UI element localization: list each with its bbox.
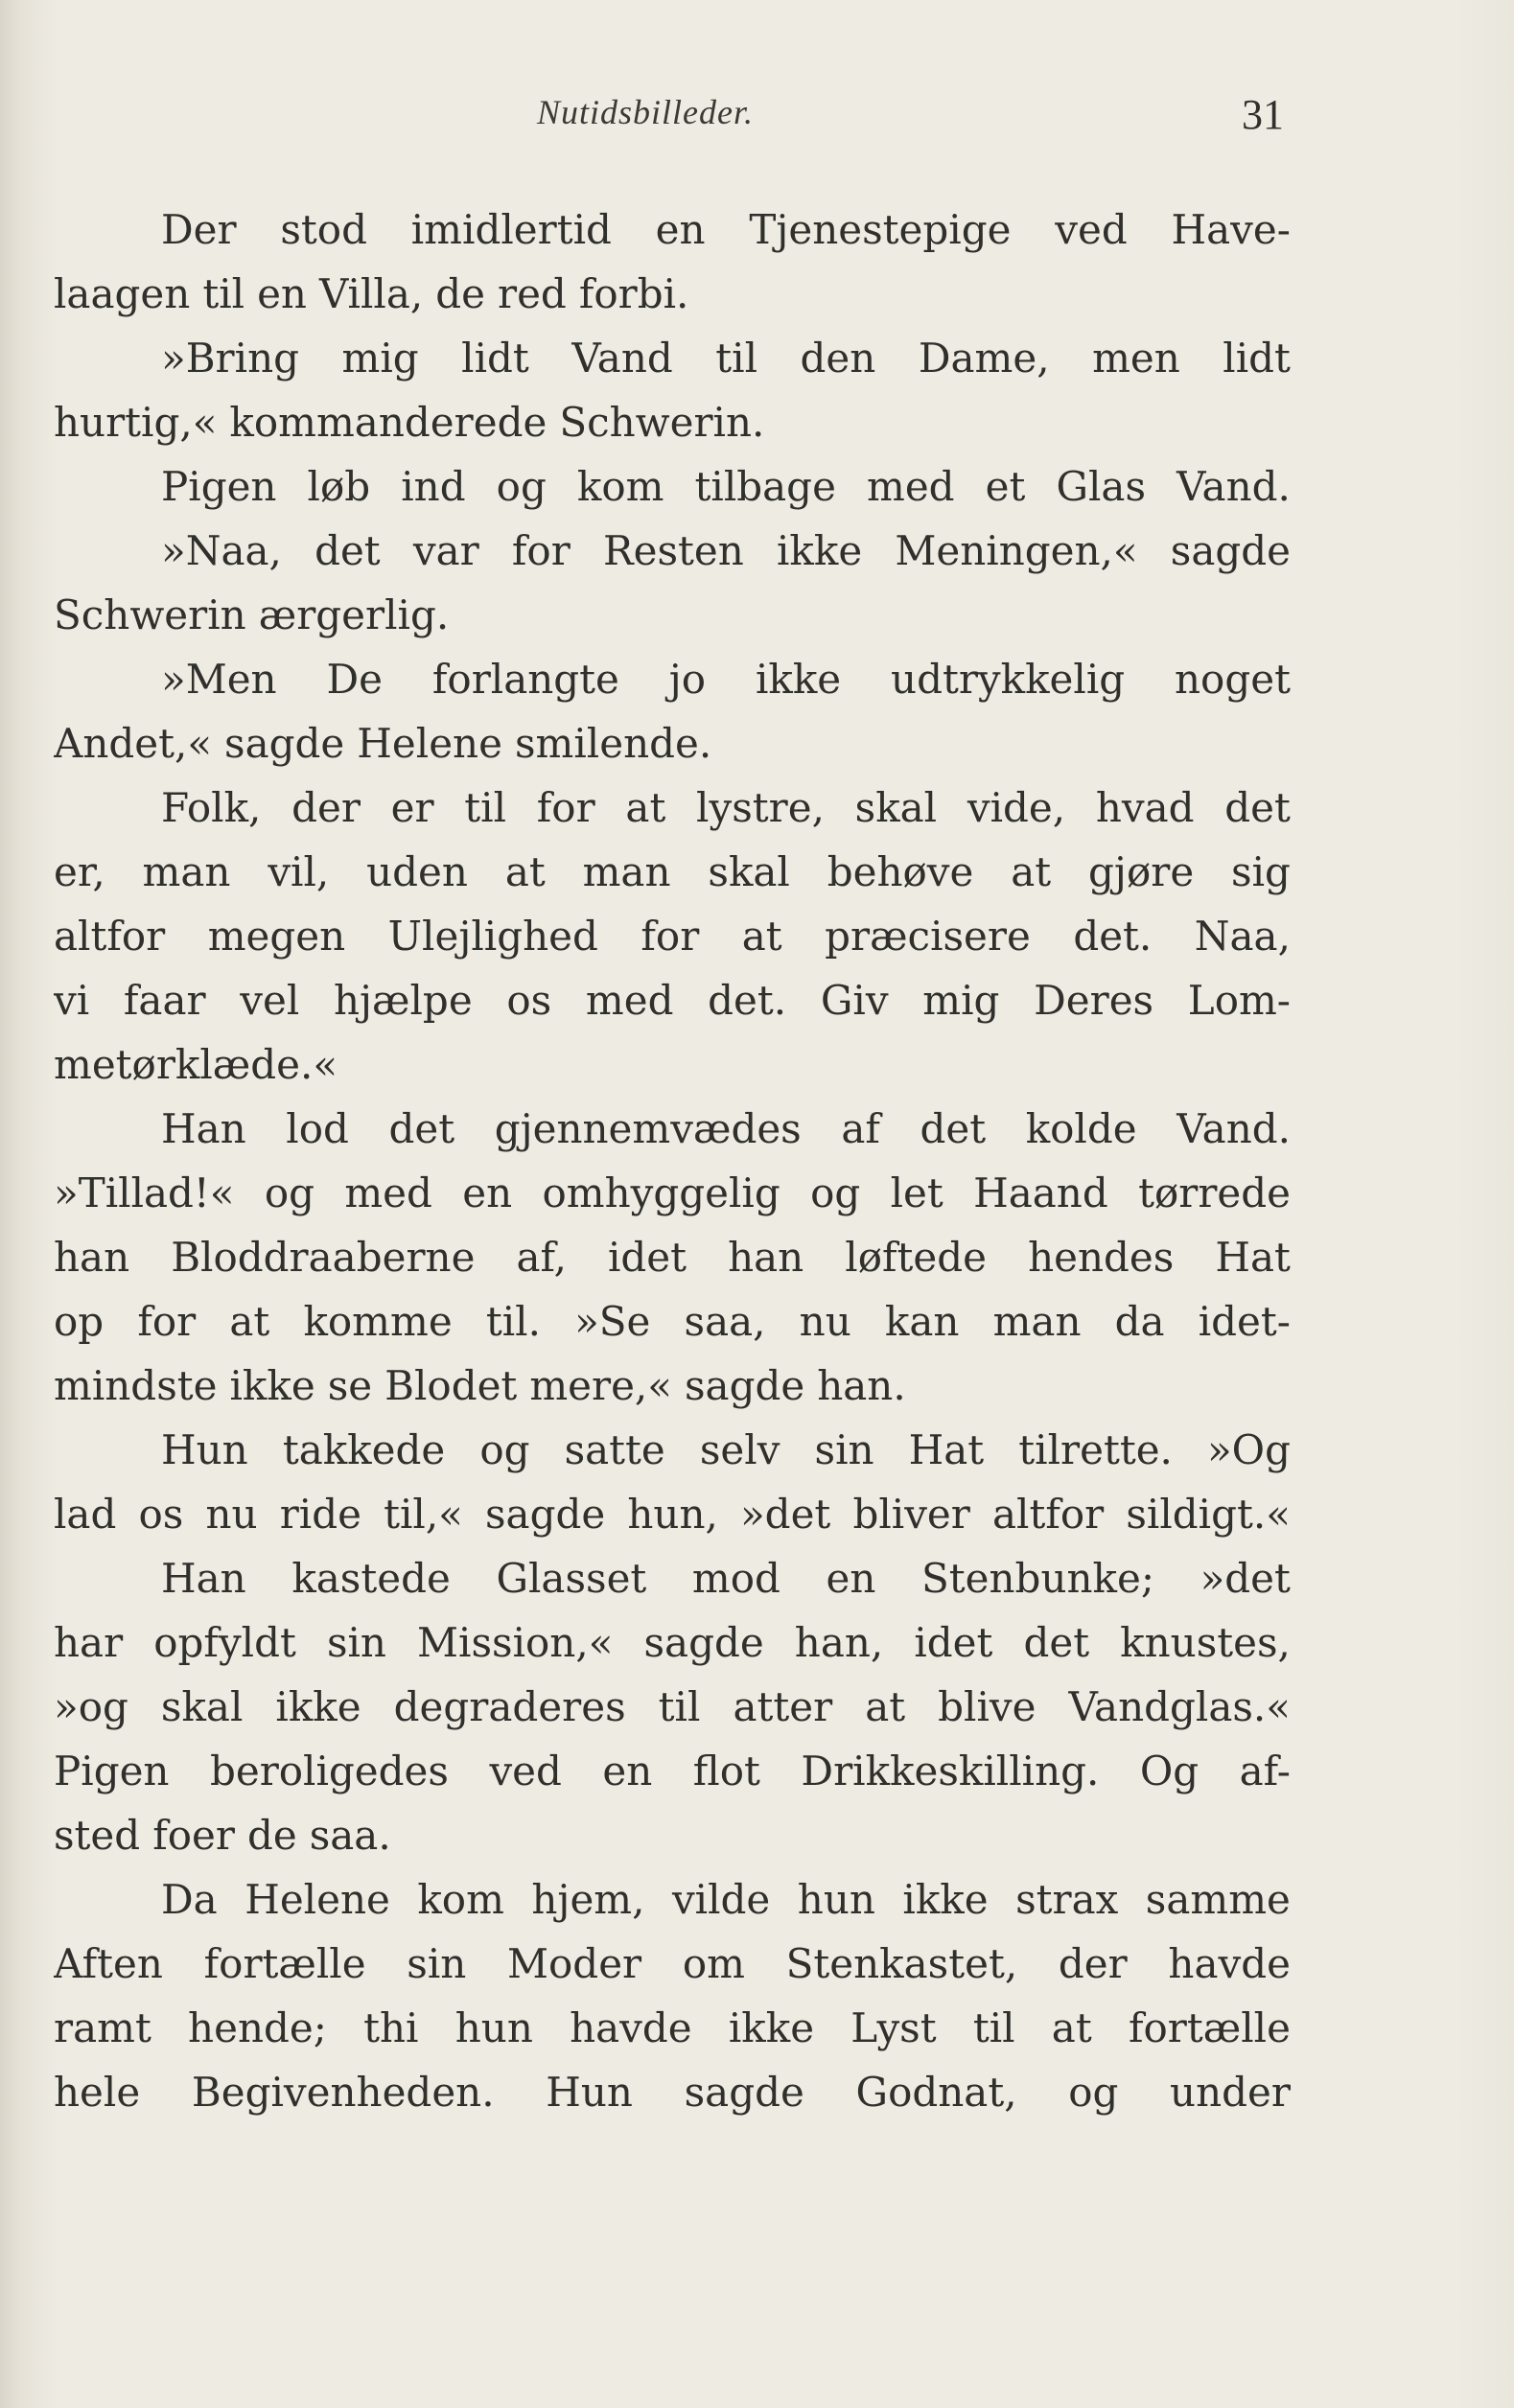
word: Da xyxy=(161,1876,218,1923)
word: det. xyxy=(1073,913,1153,960)
word: var xyxy=(412,527,479,574)
word: vi xyxy=(54,977,90,1024)
word: metørklæde.« xyxy=(54,1041,338,1088)
word: sin xyxy=(326,1619,386,1666)
text-line xyxy=(54,197,1291,262)
word: at xyxy=(625,784,666,831)
word: Han xyxy=(161,1105,246,1152)
word: gjøre xyxy=(1088,848,1195,895)
word: »Og xyxy=(1206,1426,1291,1473)
word: af xyxy=(841,1105,880,1152)
word: lidt xyxy=(461,335,529,382)
word: sagde xyxy=(1170,527,1291,574)
word: idet xyxy=(607,1234,687,1281)
word: bliver xyxy=(852,1491,970,1538)
word: »Men xyxy=(161,656,277,703)
word: noget xyxy=(1175,656,1291,703)
word: forbi. xyxy=(578,270,689,317)
text-line xyxy=(54,711,1291,776)
text-line xyxy=(54,840,1291,904)
word: kan xyxy=(884,1298,960,1345)
word: Han xyxy=(161,1555,246,1602)
text-line xyxy=(54,1097,1291,1161)
word: hvad xyxy=(1095,784,1195,831)
text-line xyxy=(54,1289,1291,1354)
word: af- xyxy=(1239,1748,1291,1794)
word: flot xyxy=(692,1748,760,1794)
word: Schwerin xyxy=(54,591,246,638)
word: sted xyxy=(54,1812,141,1859)
word: han xyxy=(54,1234,130,1281)
text-line xyxy=(54,1546,1291,1610)
word: »og xyxy=(54,1683,128,1730)
word: har xyxy=(54,1619,124,1666)
word: saa, xyxy=(684,1298,766,1345)
word: red xyxy=(498,270,567,317)
word: man xyxy=(142,848,231,895)
word: samme xyxy=(1145,1876,1291,1923)
word: degraderes xyxy=(393,1683,626,1730)
word: en xyxy=(826,1555,876,1602)
word: om xyxy=(682,1940,745,1987)
word: skal xyxy=(160,1683,244,1730)
word: og xyxy=(496,463,547,510)
word: vel xyxy=(240,977,300,1024)
word: »Se xyxy=(574,1298,651,1345)
word: sagde xyxy=(643,1619,764,1666)
word: hende; xyxy=(188,2004,327,2051)
word: op xyxy=(54,1298,105,1345)
running-header xyxy=(0,92,1514,150)
text-line xyxy=(54,454,1291,519)
word: til. xyxy=(485,1298,541,1345)
word: hjælpe xyxy=(333,977,473,1024)
text-line xyxy=(54,390,1291,454)
word: kommanderede xyxy=(229,399,547,446)
word: Deres xyxy=(1034,977,1154,1024)
word: en xyxy=(462,1169,513,1216)
word: smilende. xyxy=(514,720,712,767)
word: Folk, xyxy=(161,784,262,831)
word: vilde xyxy=(671,1876,771,1923)
word: Hat xyxy=(1215,1234,1291,1281)
text-line xyxy=(54,647,1291,711)
word: han, xyxy=(794,1619,884,1666)
word: Helene xyxy=(357,720,502,767)
word: Bloddraaberne xyxy=(171,1234,476,1281)
word: gjennemvædes xyxy=(494,1105,802,1152)
word: De xyxy=(326,656,383,703)
text-line xyxy=(54,326,1291,390)
word: hendes xyxy=(1028,1234,1175,1281)
word: der xyxy=(1058,1940,1128,1987)
word: Begivenheden. xyxy=(191,2069,495,2116)
word: løb xyxy=(307,463,371,510)
word: Pigen xyxy=(161,463,277,510)
word: lystre, xyxy=(696,784,825,831)
word: at xyxy=(741,913,782,960)
word: Giv xyxy=(820,977,889,1024)
word: tilbage xyxy=(694,463,836,510)
word: udtrykkelig xyxy=(891,656,1126,703)
word: Hun xyxy=(161,1426,248,1473)
word: imidlertid xyxy=(410,206,612,253)
word: Dame, xyxy=(918,335,1050,382)
word: Hun xyxy=(546,2069,633,2116)
word: Helene xyxy=(245,1876,390,1923)
word: under xyxy=(1170,2069,1291,2116)
text-line xyxy=(54,1354,1291,1418)
word: hun xyxy=(797,1876,875,1923)
text-line xyxy=(54,904,1291,968)
word: se xyxy=(327,1362,373,1409)
word: og xyxy=(1068,2069,1119,2116)
text-line xyxy=(54,1996,1291,2060)
word: Der xyxy=(161,206,237,253)
word: og xyxy=(264,1169,315,1216)
word: takkede xyxy=(282,1426,446,1473)
word: et xyxy=(985,463,1026,510)
word: »Tillad!« xyxy=(54,1169,235,1216)
word: nu xyxy=(799,1298,851,1345)
word: selv xyxy=(699,1426,780,1473)
word: knustes, xyxy=(1120,1619,1291,1666)
text-line xyxy=(54,583,1291,647)
word: ikke xyxy=(229,1362,315,1409)
word: lidt xyxy=(1223,335,1291,382)
word: til xyxy=(972,2004,1015,2051)
word: Drikkeskilling. xyxy=(801,1748,1100,1794)
word: er xyxy=(390,784,434,831)
word: og xyxy=(810,1169,861,1216)
word: os xyxy=(506,977,552,1024)
word: skal xyxy=(708,848,790,895)
word: at xyxy=(504,848,546,895)
word: ikke xyxy=(755,656,842,703)
word: nu xyxy=(205,1491,258,1538)
word: foer xyxy=(152,1812,235,1859)
word: Resten xyxy=(602,527,744,574)
text-line xyxy=(54,1225,1291,1289)
text-line xyxy=(54,1803,1291,1867)
word: hurtig,« xyxy=(54,399,218,446)
word: »det xyxy=(739,1491,831,1538)
word: ikke xyxy=(728,2004,815,2051)
word: Meningen,« xyxy=(895,527,1138,574)
word: sagde xyxy=(485,1491,606,1538)
word: Vandglas.« xyxy=(1068,1683,1291,1730)
text-line xyxy=(54,519,1291,583)
word: den xyxy=(800,335,876,382)
word: det xyxy=(1023,1619,1090,1666)
word: der xyxy=(291,784,361,831)
word: ride xyxy=(279,1491,361,1538)
running-title: Nutidsbilleder. xyxy=(537,93,755,131)
word: Hat xyxy=(908,1426,985,1473)
word: Lom- xyxy=(1187,977,1291,1024)
word: hele xyxy=(54,2069,141,2116)
word: en xyxy=(655,206,706,253)
word: mig xyxy=(922,977,1000,1024)
word: atter xyxy=(733,1683,833,1730)
word: vide, xyxy=(967,784,1066,831)
text-line xyxy=(54,1867,1291,1932)
text-line xyxy=(54,262,1291,326)
word: at xyxy=(1051,2004,1092,2051)
word: hun, xyxy=(627,1491,718,1538)
word: faar xyxy=(123,977,206,1024)
word: mindste xyxy=(54,1362,218,1409)
word: til,« xyxy=(384,1491,463,1538)
word: laagen xyxy=(54,270,191,317)
word: Haand xyxy=(973,1169,1108,1216)
word: til xyxy=(658,1683,701,1730)
word: forlangte xyxy=(431,656,619,703)
word: stod xyxy=(280,206,367,253)
word: hun xyxy=(454,2004,533,2051)
word: er, xyxy=(54,848,105,895)
word: Aften xyxy=(54,1940,163,1987)
word: altfor xyxy=(991,1491,1105,1538)
text-line xyxy=(54,1032,1291,1097)
word: Villa, xyxy=(318,270,424,317)
word: kolde xyxy=(1025,1105,1137,1152)
word: Have- xyxy=(1171,206,1291,253)
word: det xyxy=(314,527,381,574)
word: en xyxy=(602,1748,653,1794)
word: af, xyxy=(516,1234,567,1281)
word: Glasset xyxy=(496,1555,647,1602)
word: det. xyxy=(708,977,787,1024)
word: han. xyxy=(817,1362,906,1409)
word: sagde xyxy=(684,1362,805,1409)
word: beroligedes xyxy=(209,1748,449,1794)
word: Tjenestepige xyxy=(749,206,1012,253)
word: Godnat, xyxy=(855,2069,1017,2116)
word: saa. xyxy=(309,1812,391,1859)
word: mere,« xyxy=(529,1362,672,1409)
word: Mission,« xyxy=(417,1619,614,1666)
word: uden xyxy=(366,848,468,895)
word: let xyxy=(890,1169,943,1216)
word: sagde xyxy=(684,2069,804,2116)
word: det xyxy=(1224,784,1291,831)
word: fortælle xyxy=(1128,2004,1291,2051)
word: lod xyxy=(286,1105,349,1152)
text-line xyxy=(54,1932,1291,1996)
word: for xyxy=(641,913,700,960)
word: thi xyxy=(363,2004,419,2051)
word: ikke xyxy=(275,1683,361,1730)
word: tilrette. xyxy=(1018,1426,1173,1473)
word: sagde xyxy=(224,720,345,767)
word: ved xyxy=(1055,206,1128,253)
word: at xyxy=(865,1683,906,1730)
text-line xyxy=(54,776,1291,840)
word: jo xyxy=(668,656,707,703)
word: han xyxy=(728,1234,804,1281)
word: Stenkastet, xyxy=(785,1940,1018,1987)
word: os xyxy=(138,1491,184,1538)
word: ikke xyxy=(902,1876,989,1923)
word: mod xyxy=(691,1555,780,1602)
text-line xyxy=(54,1482,1291,1546)
word: for xyxy=(137,1298,197,1345)
word: lad xyxy=(54,1491,117,1538)
text-line xyxy=(54,1675,1291,1739)
word: vil, xyxy=(268,848,330,895)
word: ikke xyxy=(776,527,863,574)
word: man xyxy=(992,1298,1082,1345)
word: med xyxy=(585,977,674,1024)
word: kastede xyxy=(291,1555,451,1602)
word: sin xyxy=(814,1426,874,1473)
word: Moder xyxy=(507,1940,642,1987)
word: men xyxy=(1092,335,1180,382)
word: de xyxy=(246,1812,297,1859)
word: til xyxy=(464,784,507,831)
word: sin xyxy=(407,1940,467,1987)
word: ved xyxy=(489,1748,562,1794)
word: ramt xyxy=(54,2004,151,2051)
word: idet- xyxy=(1198,1298,1291,1345)
word: Vand. xyxy=(1176,463,1291,510)
word: til xyxy=(715,335,758,382)
word: med xyxy=(344,1169,432,1216)
word: idet xyxy=(914,1619,993,1666)
text-line xyxy=(54,1161,1291,1225)
word: Schwerin. xyxy=(559,399,765,446)
word: tørrede xyxy=(1138,1169,1291,1216)
word: at xyxy=(229,1298,270,1345)
word: præcisere xyxy=(825,913,1031,960)
text-line xyxy=(54,1610,1291,1675)
word: strax xyxy=(1015,1876,1119,1923)
word: ærgerlig. xyxy=(258,591,450,638)
word: havde xyxy=(1168,1940,1291,1987)
word: at xyxy=(1011,848,1052,895)
word: blive xyxy=(938,1683,1037,1730)
page-number: 31 xyxy=(1242,91,1284,138)
word: behøve xyxy=(827,848,974,895)
word: løftede xyxy=(845,1234,988,1281)
word: for xyxy=(536,784,595,831)
word: kom xyxy=(417,1876,504,1923)
word: for xyxy=(511,527,571,574)
word: og xyxy=(479,1426,530,1473)
word: Lyst xyxy=(850,2004,937,2051)
word: kom xyxy=(576,463,664,510)
word: Andet,« xyxy=(54,720,213,767)
word: Og xyxy=(1139,1748,1200,1794)
word: Ulejlighed xyxy=(387,913,598,960)
text-line xyxy=(54,2060,1291,2124)
word: »Naa, xyxy=(161,527,282,574)
word: Vand xyxy=(571,335,673,382)
word: hjem, xyxy=(531,1876,645,1923)
word: Pigen xyxy=(54,1748,170,1794)
word: skal xyxy=(854,784,938,831)
text-line xyxy=(54,1418,1291,1482)
word: sildigt.« xyxy=(1126,1491,1291,1538)
word: mig xyxy=(341,335,419,382)
word: satte xyxy=(564,1426,665,1473)
word: megen xyxy=(207,913,346,960)
word: Glas xyxy=(1056,463,1147,510)
word: Naa, xyxy=(1194,913,1291,960)
word: til xyxy=(202,270,245,317)
text-line xyxy=(54,968,1291,1032)
word: havde xyxy=(570,2004,692,2051)
word: det xyxy=(388,1105,455,1152)
word: »det xyxy=(1200,1555,1291,1602)
body-text xyxy=(54,197,1291,2153)
word: opfyldt xyxy=(153,1619,296,1666)
word: komme xyxy=(303,1298,453,1345)
word: Blodet xyxy=(384,1362,518,1409)
word: man xyxy=(582,848,671,895)
word: Stenbunke; xyxy=(921,1555,1154,1602)
word: altfor xyxy=(54,913,166,960)
text-line xyxy=(54,1739,1291,1803)
word: en xyxy=(257,270,307,317)
word: sig xyxy=(1231,848,1291,895)
word: de xyxy=(435,270,485,317)
word: Vand. xyxy=(1176,1105,1291,1152)
word: det xyxy=(920,1105,987,1152)
word: med xyxy=(867,463,955,510)
word: fortælle xyxy=(203,1940,366,1987)
word: ind xyxy=(401,463,466,510)
word: da xyxy=(1114,1298,1165,1345)
word: omhyggelig xyxy=(542,1169,780,1216)
word: »Bring xyxy=(161,335,300,382)
